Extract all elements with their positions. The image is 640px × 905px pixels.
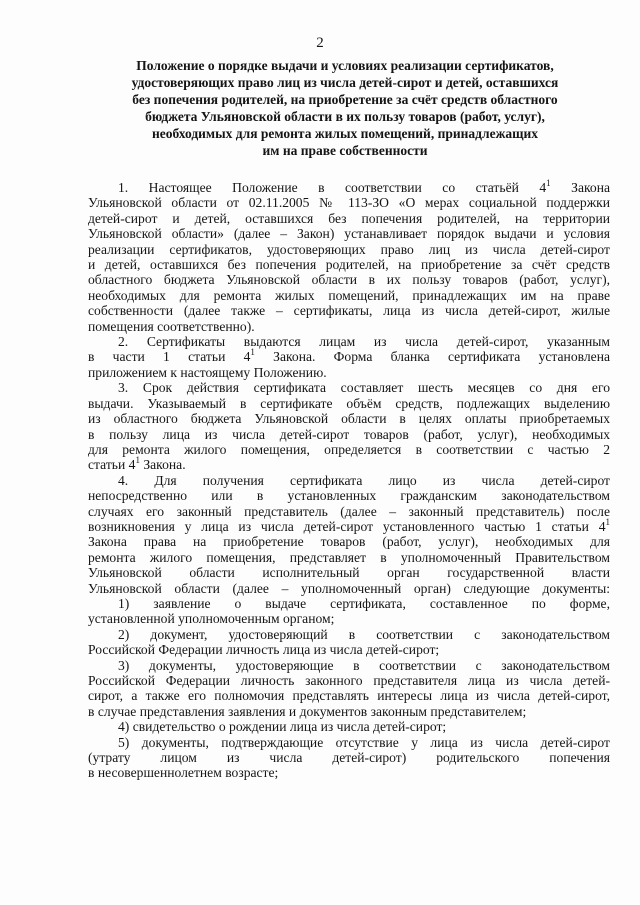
body-line [88, 596, 610, 611]
title-line: Положение о порядке выдачи и условиях реализации сертификатов, [136, 58, 554, 73]
body-line [88, 257, 610, 272]
body-line [88, 565, 610, 580]
body-line-text: (утрату лицом из числа детей-сирот) родительского попечения [88, 750, 610, 766]
body-line-text: статьи 4 [88, 457, 136, 473]
body-line-text: собственности (далее также – сертификаты, лица из числа детей-сирот, жилые [88, 303, 610, 319]
body-line-text: Ульяновской области» (далее – Закон) устанавливает порядок выдачи и условия [88, 226, 610, 242]
body-line-text: Российской Федерации личность законного представителя лица из числа детей- [88, 673, 610, 688]
body-line-tail: Закона. Форма бланка сертификата установлена [254, 349, 610, 365]
body-line-text: 1. Настоящее Положение в соответствии со статьёй 4 [118, 180, 547, 195]
body-line-text: в несовершеннолетнем возрасте; [88, 765, 279, 781]
body-line-text: приложением к настоящему Положению. [88, 364, 327, 380]
article-superscript: 1 [546, 178, 551, 188]
body-line-tail: Закона. [139, 457, 186, 473]
body-line-text: в случае представления заявления и документов законным представителем; [88, 703, 527, 719]
body-line [88, 427, 610, 442]
body-line-text: 3) документы, удостоверяющие в соответствии с законодательством [118, 657, 610, 673]
body-line-text: 2. Сертификаты выдаются лицам из числа детей-сирот, указанным [118, 334, 610, 350]
body-line [88, 211, 610, 226]
title-line: без попечения родителей, на приобретение за счёт средств областного [132, 92, 558, 107]
body-line-text: возникновения у лица из числа детей-сирот установленного частью 1 статьи 4 [88, 518, 606, 534]
body-line [88, 516, 610, 534]
body-line [88, 673, 610, 688]
body-line-text: и детей, оставшихся без попечения родителей, на приобретение за счёт средств [88, 257, 610, 273]
article-superscript: 1 [605, 516, 610, 527]
body-line-text: сирот, а также его полномочия представлять интересы лица из числа детей-сирот, [88, 688, 610, 704]
body-line [88, 735, 610, 750]
body-line [88, 411, 610, 426]
body-line [88, 319, 610, 334]
body-line [88, 688, 610, 703]
body-line [88, 242, 610, 257]
body-line-text: установленной уполномоченным органом; [88, 611, 335, 627]
body-line-text: для ремонта жилого помещения, определяется в соответствии с частью 2 [88, 441, 610, 457]
body-line [88, 488, 610, 503]
body-line [88, 550, 610, 565]
body-line [88, 504, 610, 519]
document-body [88, 180, 610, 781]
body-line [88, 380, 610, 395]
title-line: необходимых для ремонта жилых помещений, принадлежащих [151, 126, 539, 141]
body-line-text: Ульяновской области исполнительный орган государственной власти [88, 565, 610, 581]
body-line [88, 642, 610, 657]
body-line [88, 611, 610, 626]
body-line [88, 349, 610, 364]
body-line-text: выдачи. Указываемый в сертификате объём средств, подлежащих выделению [88, 395, 610, 411]
body-line-text: в части 1 статьи 4 [88, 349, 251, 365]
article-superscript: 1 [250, 347, 255, 358]
body-line [88, 365, 610, 380]
body-line-text: из областного бюджета Ульяновской области в целях оплаты приобретаемых [88, 411, 610, 427]
body-line-tail: Закона [550, 180, 610, 195]
body-line-text: 4. Для получения сертификата лицо из числа детей-сирот [118, 472, 610, 488]
title-line: им на праве собственности [262, 143, 428, 158]
body-line [88, 303, 610, 318]
body-line-text: 2) документ, удостоверяющий в соответствии с законодательством [118, 626, 610, 642]
body-line-text: 3. Срок действия сертификата составляет шесть месяцев со дня его [118, 380, 610, 396]
body-line [88, 765, 610, 780]
body-line [88, 457, 610, 472]
body-line [88, 226, 610, 241]
body-line-text: непосредственно или в установленных гражданским законодательством [88, 488, 610, 504]
document-title [95, 57, 595, 159]
body-line-text: детей-сирот и детей, оставшихся без попечения родителей, на территории [88, 210, 610, 226]
body-line [88, 534, 610, 549]
body-line-text: областного бюджета Ульяновской области в их пользу товаров (работ, услуг), [88, 272, 610, 288]
title-line: бюджета Ульяновской области в их пользу товаров (работ, услуг), [145, 109, 545, 124]
body-line-text: Закона права на приобретение товаров (работ, услуг), необходимых для [88, 534, 610, 550]
body-line [88, 195, 610, 210]
body-line-text: Ульяновской области от 02.11.2005 № 113-ЗО «О мерах социальной поддержки [88, 195, 610, 211]
body-line-text: 4) свидетельство о рождении лица из числа детей-сирот; [118, 719, 447, 735]
body-line-text: 5) документы, подтверждающие отсутствие у лица из числа детей-сирот [118, 734, 610, 750]
body-line [88, 719, 610, 734]
body-line-text: в пользу лица из числа детей-сирот товаров (работ, услуг), необходимых [88, 426, 610, 442]
page-number: 2 [316, 35, 324, 51]
body-line [88, 627, 610, 642]
body-line [88, 473, 610, 488]
body-line-text: 1) заявление о выдаче сертификата, составленное по форме, [118, 595, 610, 611]
body-line-text: необходимых для ремонта жилых помещений, принадлежащих им на праве [88, 287, 610, 303]
body-line [88, 704, 610, 719]
body-line [88, 658, 610, 673]
body-line [88, 396, 610, 411]
body-line-text: помещения соответственно). [88, 318, 255, 334]
body-line [88, 272, 610, 287]
body-line-text: ремонта жилого помещения, представляет в уполномоченный Правительством [88, 549, 610, 565]
body-line [88, 334, 610, 349]
body-line [88, 442, 610, 457]
body-line [88, 180, 610, 195]
body-line [88, 288, 610, 303]
body-line [88, 750, 610, 765]
body-line-text: Российской Федерации личность лица из числа детей-сирот; [88, 642, 440, 658]
body-line-text: реализации сертификатов, удостоверяющих право лиц из числа детей-сирот [88, 241, 610, 257]
article-superscript: 1 [135, 455, 140, 466]
body-line [88, 581, 610, 596]
body-line-text: случаях его законный представитель (далее – законный представитель) после [88, 503, 610, 519]
body-line-text: Ульяновской области (далее – уполномоченный орган) следующие документы: [88, 580, 610, 596]
title-line: удостоверяющих право лиц из числа детей-сирот и детей, оставшихся [131, 75, 559, 90]
